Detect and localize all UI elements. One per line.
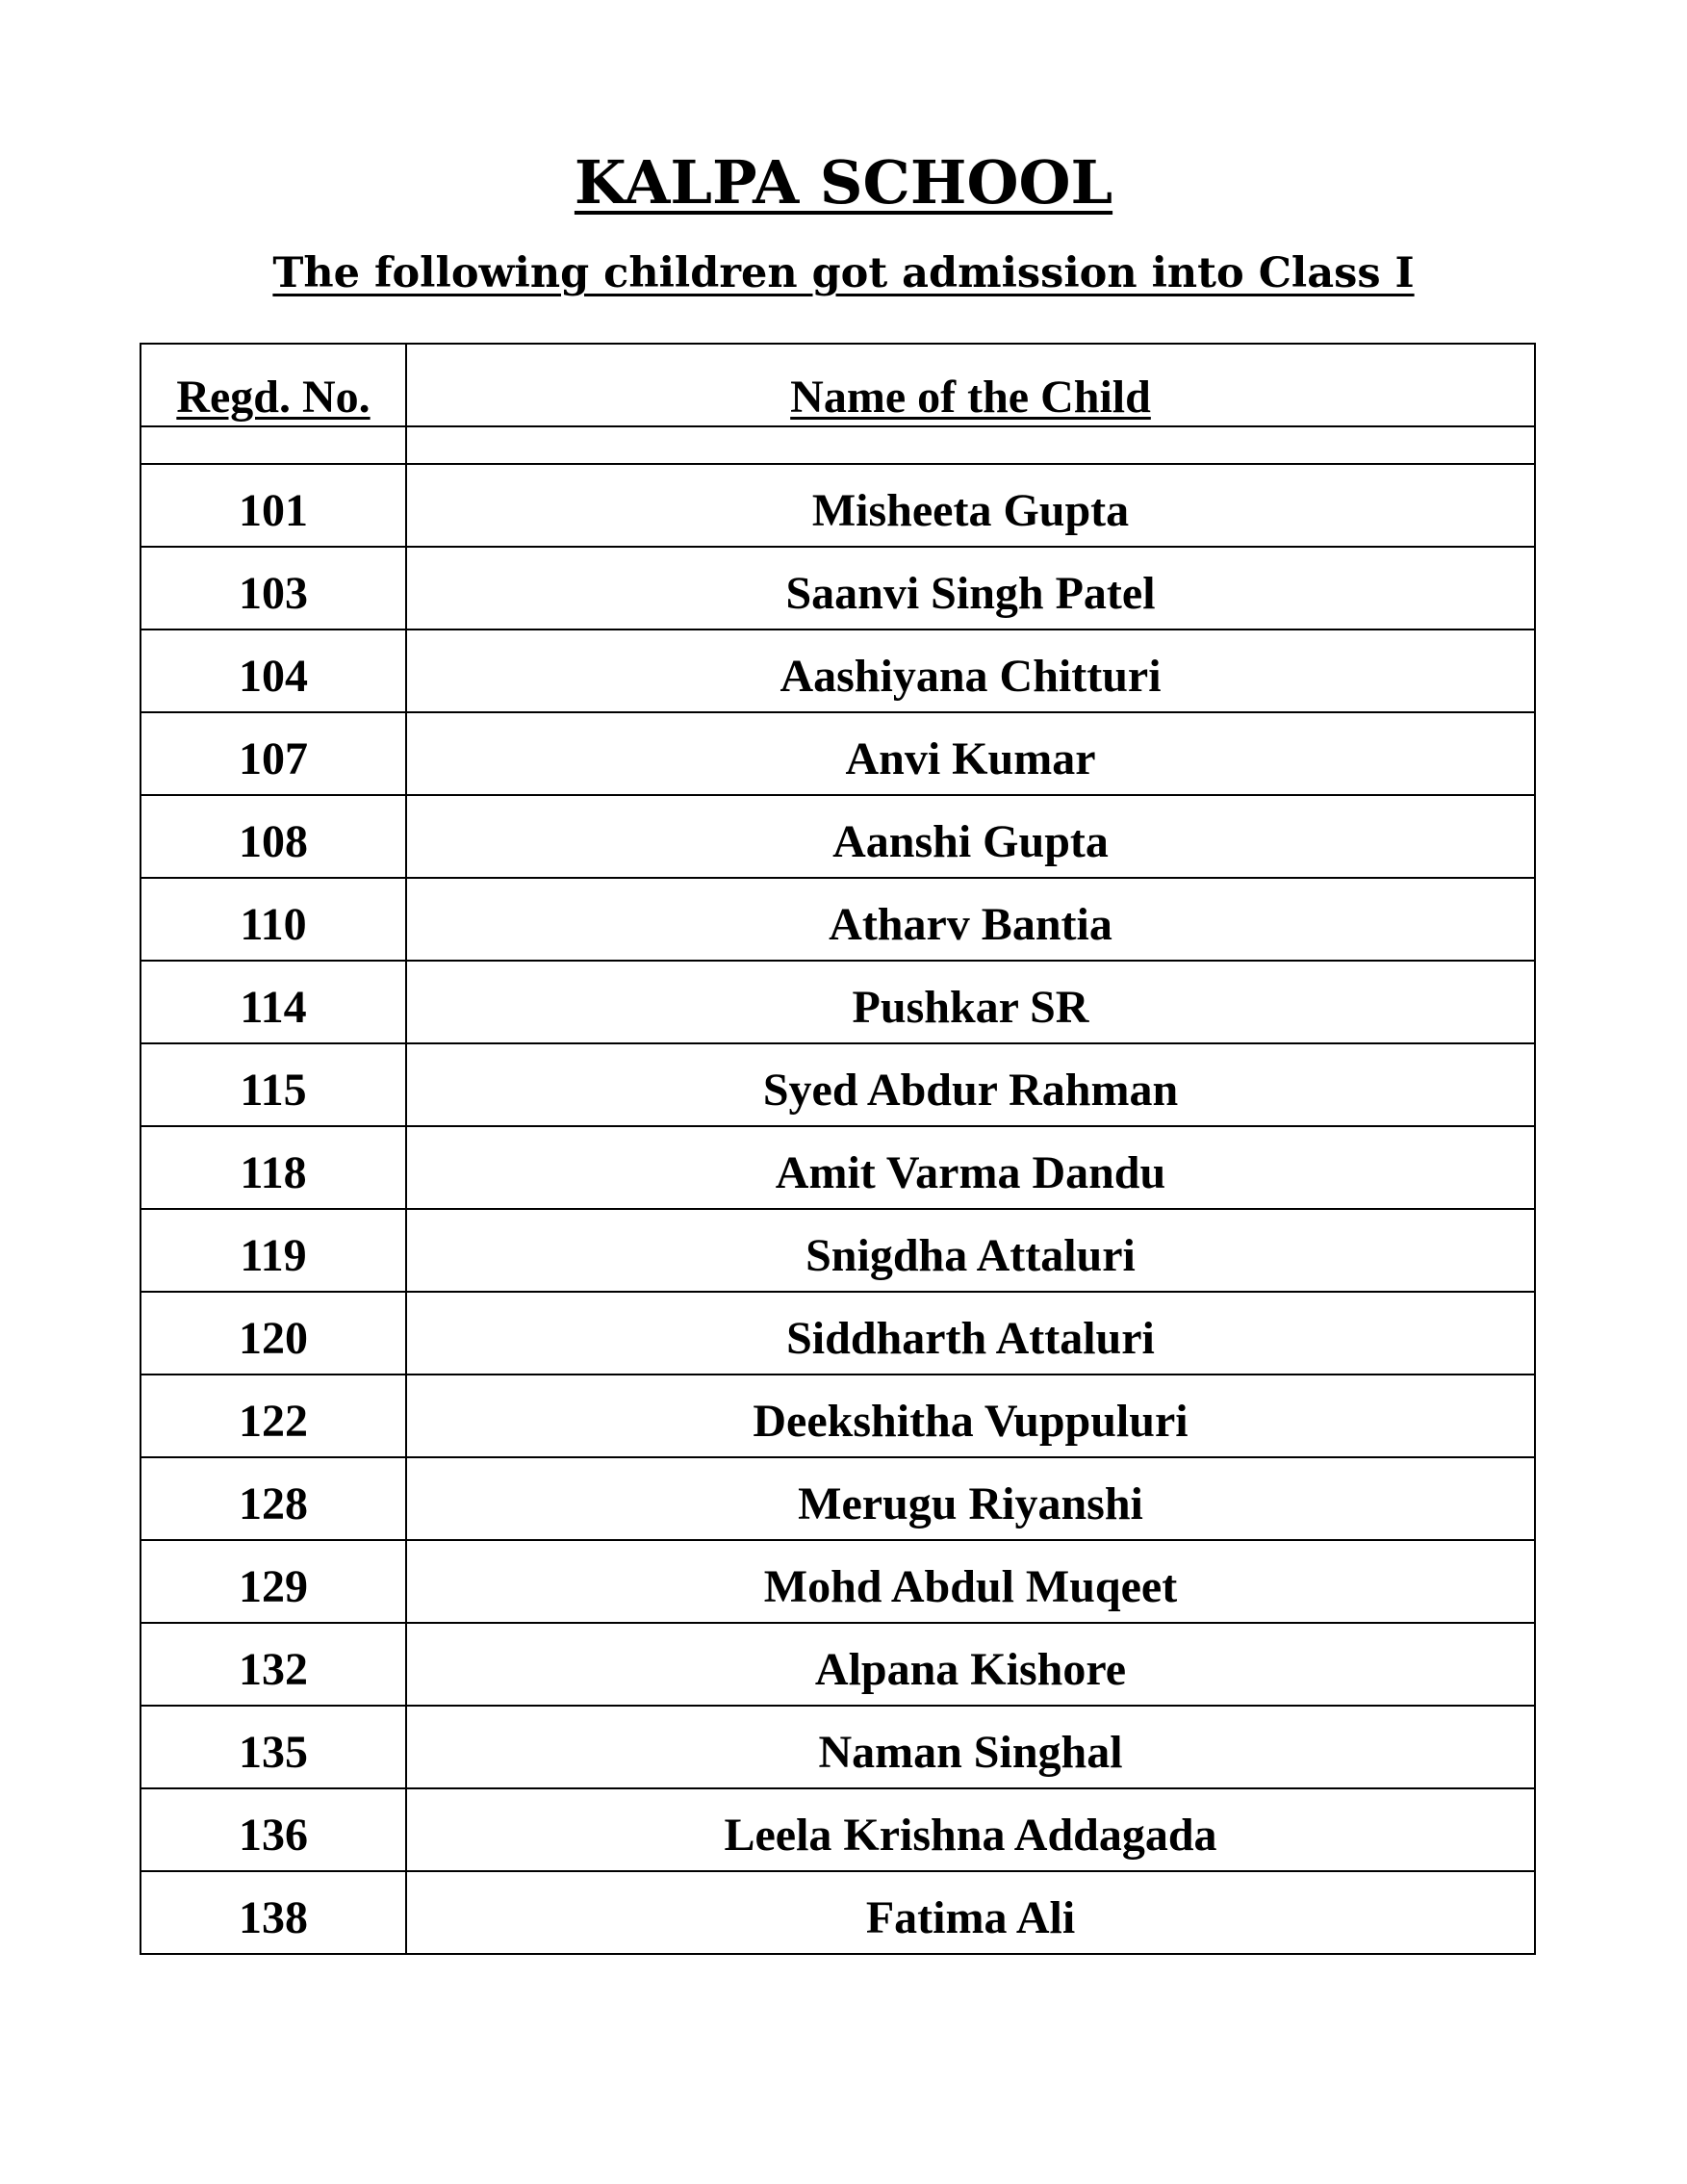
- column-header-regd-no: [141, 344, 406, 426]
- page-title: [0, 144, 1687, 221]
- regd-no-cell: 115: [141, 1043, 406, 1126]
- spacer-cell: [406, 426, 1535, 464]
- column-header-child-name: [406, 344, 1535, 426]
- regd-no-cell: 119: [141, 1209, 406, 1292]
- column-header-regd-no-label: Regd. No.: [176, 372, 371, 423]
- child-name-cell: Atharv Bantia: [406, 878, 1535, 961]
- table-row: [141, 1126, 1535, 1209]
- regd-no-cell: 129: [141, 1540, 406, 1623]
- table-row: [141, 961, 1535, 1043]
- regd-no-cell: 122: [141, 1375, 406, 1457]
- regd-no-cell: 104: [141, 630, 406, 712]
- spacer-cell: [141, 426, 406, 464]
- child-name-cell: Merugu Riyanshi: [406, 1457, 1535, 1540]
- table-row: [141, 1375, 1535, 1457]
- regd-no-cell: 132: [141, 1623, 406, 1706]
- page-title-text: KALPA SCHOOL: [574, 147, 1113, 218]
- child-name-cell: Deekshitha Vuppuluri: [406, 1375, 1535, 1457]
- child-name-cell: Alpana Kishore: [406, 1623, 1535, 1706]
- admission-table: [140, 343, 1536, 1955]
- page-subtitle: [0, 244, 1687, 302]
- child-name-cell: Mohd Abdul Muqeet: [406, 1540, 1535, 1623]
- table-row: [141, 1540, 1535, 1623]
- child-name-cell: Syed Abdur Rahman: [406, 1043, 1535, 1126]
- child-name-cell: Anvi Kumar: [406, 712, 1535, 795]
- child-name-cell: Siddharth Attaluri: [406, 1292, 1535, 1375]
- child-name-cell: Amit Varma Dandu: [406, 1126, 1535, 1209]
- regd-no-cell: 120: [141, 1292, 406, 1375]
- table-row: [141, 878, 1535, 961]
- column-header-child-name-label: Name of the Child: [790, 372, 1151, 423]
- table-row: [141, 795, 1535, 878]
- regd-no-cell: 138: [141, 1871, 406, 1954]
- regd-no-cell: 136: [141, 1788, 406, 1871]
- page-subtitle-text: The following children got admission into Class I: [272, 249, 1415, 297]
- regd-no-cell: 128: [141, 1457, 406, 1540]
- table-row: [141, 1209, 1535, 1292]
- table-row: [141, 1706, 1535, 1788]
- table-row: [141, 712, 1535, 795]
- table-row: [141, 1292, 1535, 1375]
- child-name-cell: Pushkar SR: [406, 961, 1535, 1043]
- child-name-cell: Aanshi Gupta: [406, 795, 1535, 878]
- table-row: [141, 1788, 1535, 1871]
- child-name-cell: Misheeta Gupta: [406, 464, 1535, 547]
- table-row: [141, 1043, 1535, 1126]
- child-name-cell: Naman Singhal: [406, 1706, 1535, 1788]
- regd-no-cell: 108: [141, 795, 406, 878]
- regd-no-cell: 101: [141, 464, 406, 547]
- child-name-cell: Leela Krishna Addagada: [406, 1788, 1535, 1871]
- child-name-cell: Saanvi Singh Patel: [406, 547, 1535, 630]
- regd-no-cell: 110: [141, 878, 406, 961]
- table-row: [141, 630, 1535, 712]
- table-row: [141, 1871, 1535, 1954]
- regd-no-cell: 103: [141, 547, 406, 630]
- child-name-cell: Fatima Ali: [406, 1871, 1535, 1954]
- table-header-row: [141, 344, 1535, 426]
- child-name-cell: Aashiyana Chitturi: [406, 630, 1535, 712]
- regd-no-cell: 114: [141, 961, 406, 1043]
- regd-no-cell: 118: [141, 1126, 406, 1209]
- regd-no-cell: 135: [141, 1706, 406, 1788]
- regd-no-cell: 107: [141, 712, 406, 795]
- table-spacer-row: [141, 426, 1535, 464]
- table-row: [141, 1457, 1535, 1540]
- table-row: [141, 464, 1535, 547]
- table-row: [141, 1623, 1535, 1706]
- table-row: [141, 547, 1535, 630]
- child-name-cell: Snigdha Attaluri: [406, 1209, 1535, 1292]
